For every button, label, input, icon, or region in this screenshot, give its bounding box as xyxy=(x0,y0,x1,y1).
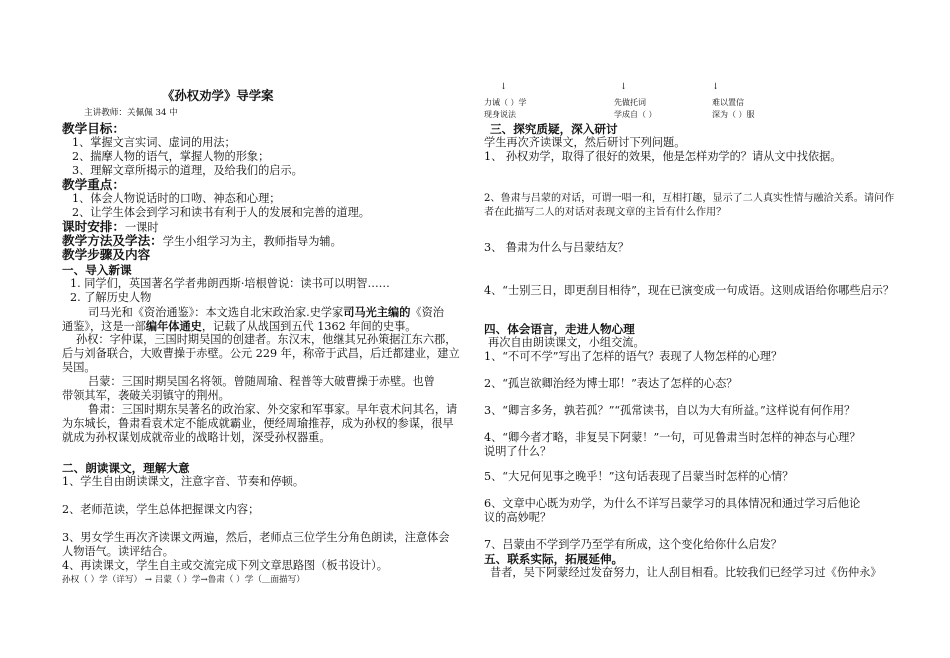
lang-question-3: 3、“卿言多务，孰若孤？”“孤常读书，自以为大有所益。”这样说有何作用？ xyxy=(484,404,856,417)
reading-3b: 人物语气。读评结合。 xyxy=(62,545,174,558)
arrow-down-icon: ↓ xyxy=(620,82,628,92)
section-2-heading: 二、朗读课文，理解大意 xyxy=(62,461,190,475)
reading-4: 4、再读课文，学生自主或交流完成下列文章思路图（板书设计）。 xyxy=(62,559,388,572)
lang-question-4a: 4、“卿今者才略，非复吴下阿蒙！”一句，可见鲁肃当时怎样的神态与心理？ xyxy=(484,431,861,444)
goal-1: 1、掌握文言实词、虚词的用法； xyxy=(72,136,236,149)
teacher-line: 主讲教师：关佩佩 34 中 xyxy=(84,108,178,118)
goals-heading: 教学目标： xyxy=(62,121,125,136)
sima-guang-para-1: 司马光和《资治通鉴》：本文选自北宋政治家.史学家司马光主编的《资治 xyxy=(88,305,444,319)
section-3-heading: 三、探究质疑，深入研讨 xyxy=(490,122,618,136)
flow-row-1-b: 先做托词 xyxy=(614,98,646,107)
question-3: 3、 鲁肃为什么与吕蒙结友？ xyxy=(484,241,629,254)
intro-1: 1. 同学们，英国著名学者弗朗西斯·培根曾说：读书可以明智…… xyxy=(70,277,390,290)
lv-meng-line-2: 带领其军，袭破关羽镇守的荆州。 xyxy=(62,389,230,402)
lang-question-6a: 6、文章中心既为劝学，为什么不详写吕蒙学习的具体情况和通过学习后他论 xyxy=(484,497,861,510)
method-value: 学生小组学习为主，教师指导为辅。 xyxy=(162,235,342,248)
question-4: 4、“士别三日，即更刮目相待”，现在已演变成一句成语。这则成语给你哪些启示？ xyxy=(484,284,895,297)
section-4-intro: 再次自由朗读课文，小组交流。 xyxy=(488,336,645,349)
section-5-intro: 昔者，吴下阿蒙经过发奋努力，让人刮目相看。比较我们已经学习过《伤仲永》 xyxy=(490,566,882,579)
flow-row-1-a: 力诫（ ）学 xyxy=(484,98,527,107)
lang-question-5: 5、“大兄何见事之晚乎！”这句话表现了吕蒙当时怎样的心情？ xyxy=(484,470,794,483)
sima-guang-para-2: 通鉴》，这是一部编年体通史，记载了从战国到五代 1362 年间的史事。 xyxy=(62,319,417,333)
lu-su-line-2: 为东城长，鲁肃看袁术定不能成就霸业，便经周瑜推荐，成为孙权的参谋，很早 xyxy=(62,417,454,430)
question-2b: 者在此描写二人的对话对表现文章的主旨有什么作用？ xyxy=(484,207,727,218)
question-2a: 2、鲁肃与吕蒙的对话，可谓一唱一和，互相打趣，显示了二人真实性情与融洽关系。请问作 xyxy=(484,193,895,204)
reading-2: 2、老师范读，学生总体把握课文内容； xyxy=(62,503,260,516)
sun-quan-line-2: 后与刘备联合，大败曹操于赤壁。公元 229 年，称帝于武昌，后迁都建业，建立 xyxy=(62,347,460,360)
reading-1: 1、学生自由朗读课文，注意字音、节奏和停顿。 xyxy=(62,475,305,488)
sun-quan-line-3: 吴国。 xyxy=(62,361,96,374)
hours-heading: 课时安排： xyxy=(62,219,125,234)
method-heading: 教学方法及学法： xyxy=(62,233,163,248)
section-4-heading: 四、体会语言，走进人物心理 xyxy=(484,322,635,336)
reading-3a: 3、男女学生再次齐读课文两遍，然后，老师点三位学生分角色朗读，注意体会 xyxy=(62,531,450,544)
section-1-heading: 一、导入新课 xyxy=(62,263,132,277)
focus-2: 2、让学生体会到学习和读书有利于人的发展和完善的道理。 xyxy=(72,206,370,219)
flow-row-2-c: 深为（ ）服 xyxy=(712,110,755,119)
section-3-intro: 学生再次齐读课文，然后研讨下列问题。 xyxy=(484,136,686,149)
lang-question-2: 2、“孤岂欲卿治经为博士耶！”表达了怎样的心态？ xyxy=(484,377,738,390)
question-1: 1、 孙权劝学，取得了很好的效果，他是怎样劝学的？请从文中找依据。 xyxy=(484,150,842,163)
flow-diagram-line: 孙权（ ）学（详写） → 吕蒙（ ）学→鲁肃（ ）学（＿面描写） xyxy=(62,575,305,585)
section-5-heading: 五、联系实际，拓展延伸。 xyxy=(484,552,624,566)
page-title: 《孙权劝学》导学案 xyxy=(162,88,274,103)
intro-2: 2. 了解历史人物 xyxy=(70,291,152,304)
arrow-down-icon: ↓ xyxy=(500,82,508,92)
focus-1: 1、体会人物说话时的口吻、神态和心理； xyxy=(72,192,281,205)
arrow-down-icon: ↓ xyxy=(712,82,720,92)
lang-question-1: 1、“不可不学”写出了怎样的语气？表现了人物怎样的心理？ xyxy=(484,350,783,363)
hours-value: 一课时 xyxy=(124,221,159,234)
goal-3: 3、理解文章所揭示的道理，及给我们的启示。 xyxy=(72,164,303,177)
lang-question-6b: 议的高妙呢？ xyxy=(484,511,552,524)
flow-row-2-b: 学成自（ ） xyxy=(614,110,657,119)
flow-row-1-c: 难以置信 xyxy=(712,98,744,107)
flow-row-2-a: 现身说法 xyxy=(484,110,516,119)
lang-question-7: 7、吕蒙由不学到学乃至学有所成，这个变化给你什么启发？ xyxy=(484,538,782,551)
lang-question-4b: 说明了什么？ xyxy=(484,445,552,458)
focus-heading: 教学重点： xyxy=(62,177,125,192)
lu-su-line-1: 鲁肃：三国时期东吴著名的政治家、外交家和军事家。早年袁术问其名，请 xyxy=(88,403,458,416)
lv-meng-line-1: 吕蒙：三国时期吴国名将领。曾随周瑜、程普等大破曹操于赤壁。也曾 xyxy=(88,375,435,388)
steps-heading: 教学步骤及内容 xyxy=(62,247,151,262)
sun-quan-line-1: 孙权：字仲谋，三国时期吴国的创建者。东汉末，他继其兄孙策据江东六郡， xyxy=(76,333,457,346)
goal-2: 2、揣摩人物的语气，掌握人物的形象； xyxy=(72,150,270,163)
lu-su-line-3: 就成为孙权谋划成就帝业的战略计划，深受孙权器重。 xyxy=(62,431,331,444)
